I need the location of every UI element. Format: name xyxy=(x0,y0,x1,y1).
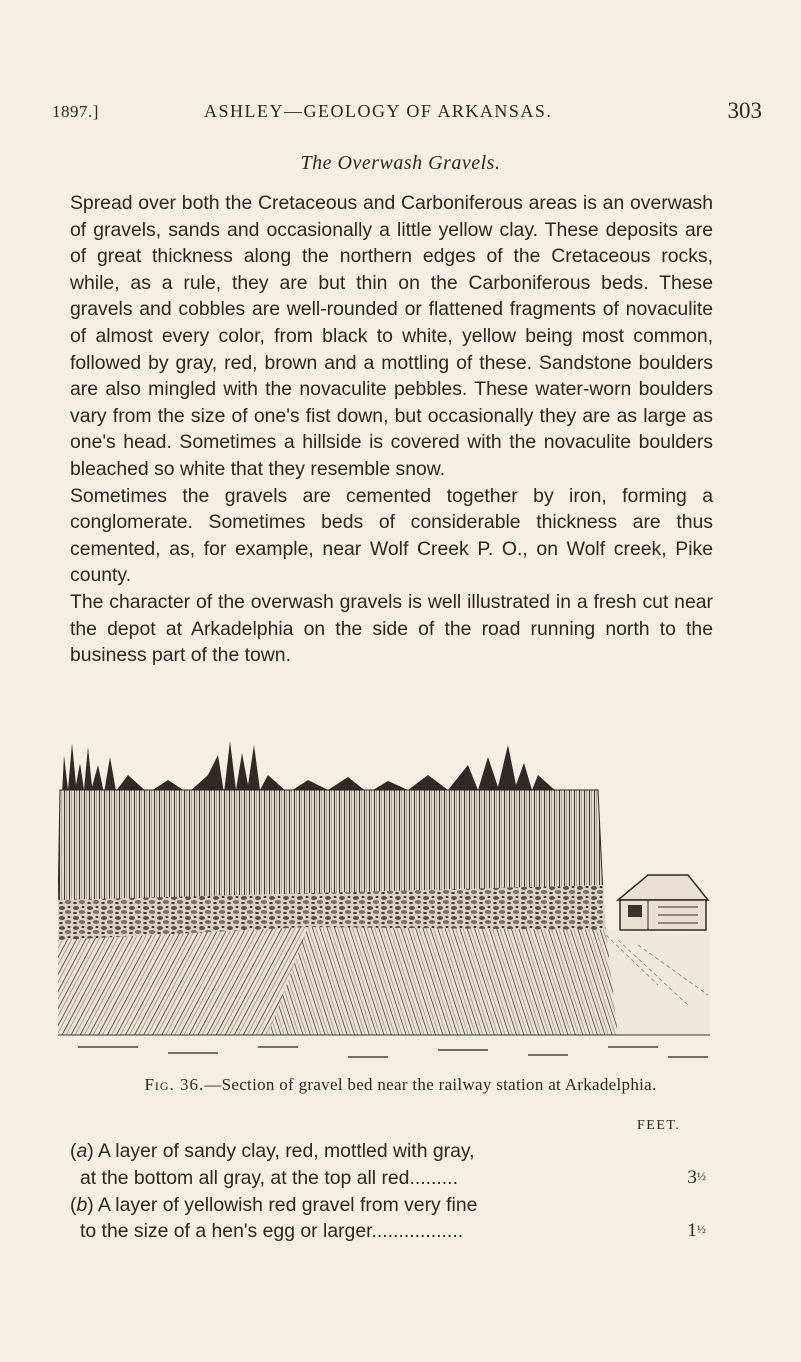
header-running-title: ASHLEY—GEOLOGY OF ARKANSAS. xyxy=(204,101,553,121)
figure-caption xyxy=(0,1075,801,1095)
feet-heading: FEET. xyxy=(637,1118,681,1133)
layer-a-text: (a) A layer of sandy clay, red, mottled with gray, xyxy=(70,1140,475,1162)
figure-caption-text: —Section of gravel bed near the railway station at Arkadelphia. xyxy=(204,1075,657,1094)
layer-a-letter: a xyxy=(76,1140,88,1162)
paragraph-3: The character of the overwash gravels is well illustrated in a fresh cut near the depot at Arkadelphia on the side of the road running north to the business part of the town. xyxy=(70,590,713,667)
paragraph-1: Spread over both the Cretaceous and Carboniferous areas is an overwash of gravels, sands and occasionally a little yellow clay. These deposits are of great thickness along the northern edges of the Cretaceous rocks, while, as a rule, they are but thin on the Carboniferous beds. These gravels and cobbles are well-rounded or flattened fragments of novaculite of almost every color, from black to white, yellow being most common, followed by gray, red, brown and a mottling of these. Sandstone boulders are also mingled with the novaculite pebbles. These water-worn boulders vary from the size of one's fist down, but occasionally they are as large as one's head. Sometimes a hillside is covered with the novaculite boulders bleached so white that they resemble snow. xyxy=(70,192,713,480)
header-year: 1897.] xyxy=(52,102,99,121)
section-title: The Overwash Gravels. xyxy=(300,152,501,174)
header-page-number: 303 xyxy=(727,98,762,123)
layer-a-feet-frac: ½ xyxy=(697,1168,706,1183)
paragraph-2: Sometimes the gravels are cemented together by iron, forming a conglomerate. Sometimes beds of considerable thickness are thus cemented, as, for example, near Wolf Creek P. O., on Wolf creek, Pike county. xyxy=(70,484,713,587)
layer-a-line1: A layer of sandy clay, red, mottled with gray, xyxy=(98,1140,475,1162)
layer-b-feet-frac: ½ xyxy=(697,1222,706,1237)
layer-legend xyxy=(70,1138,710,1245)
body-text xyxy=(70,190,713,669)
layer-a-feet-whole: 3 xyxy=(687,1166,697,1188)
shed-drawing xyxy=(618,875,708,930)
layer-b-thickness xyxy=(687,1216,706,1245)
layer-a-line2: at the bottom all gray, at the top all red......... xyxy=(80,1166,458,1189)
page-header xyxy=(52,98,762,138)
layer-b-feet-whole: 1 xyxy=(687,1220,697,1242)
layer-b-text: (b) A layer of yellowish red gravel from very fine xyxy=(70,1193,478,1216)
layer-a-thickness xyxy=(687,1163,706,1192)
layer-b-line1: A layer of yellowish red gravel from very fine xyxy=(98,1193,478,1216)
figure-label: Fig. 36. xyxy=(144,1075,205,1094)
gravel-section-illustration xyxy=(58,735,710,1067)
layer-a-row xyxy=(70,1138,710,1192)
layer-b-line2: to the size of a hen's egg or larger................. xyxy=(80,1220,464,1243)
layer-b-letter: b xyxy=(76,1193,88,1216)
layer-b-row xyxy=(70,1192,710,1246)
